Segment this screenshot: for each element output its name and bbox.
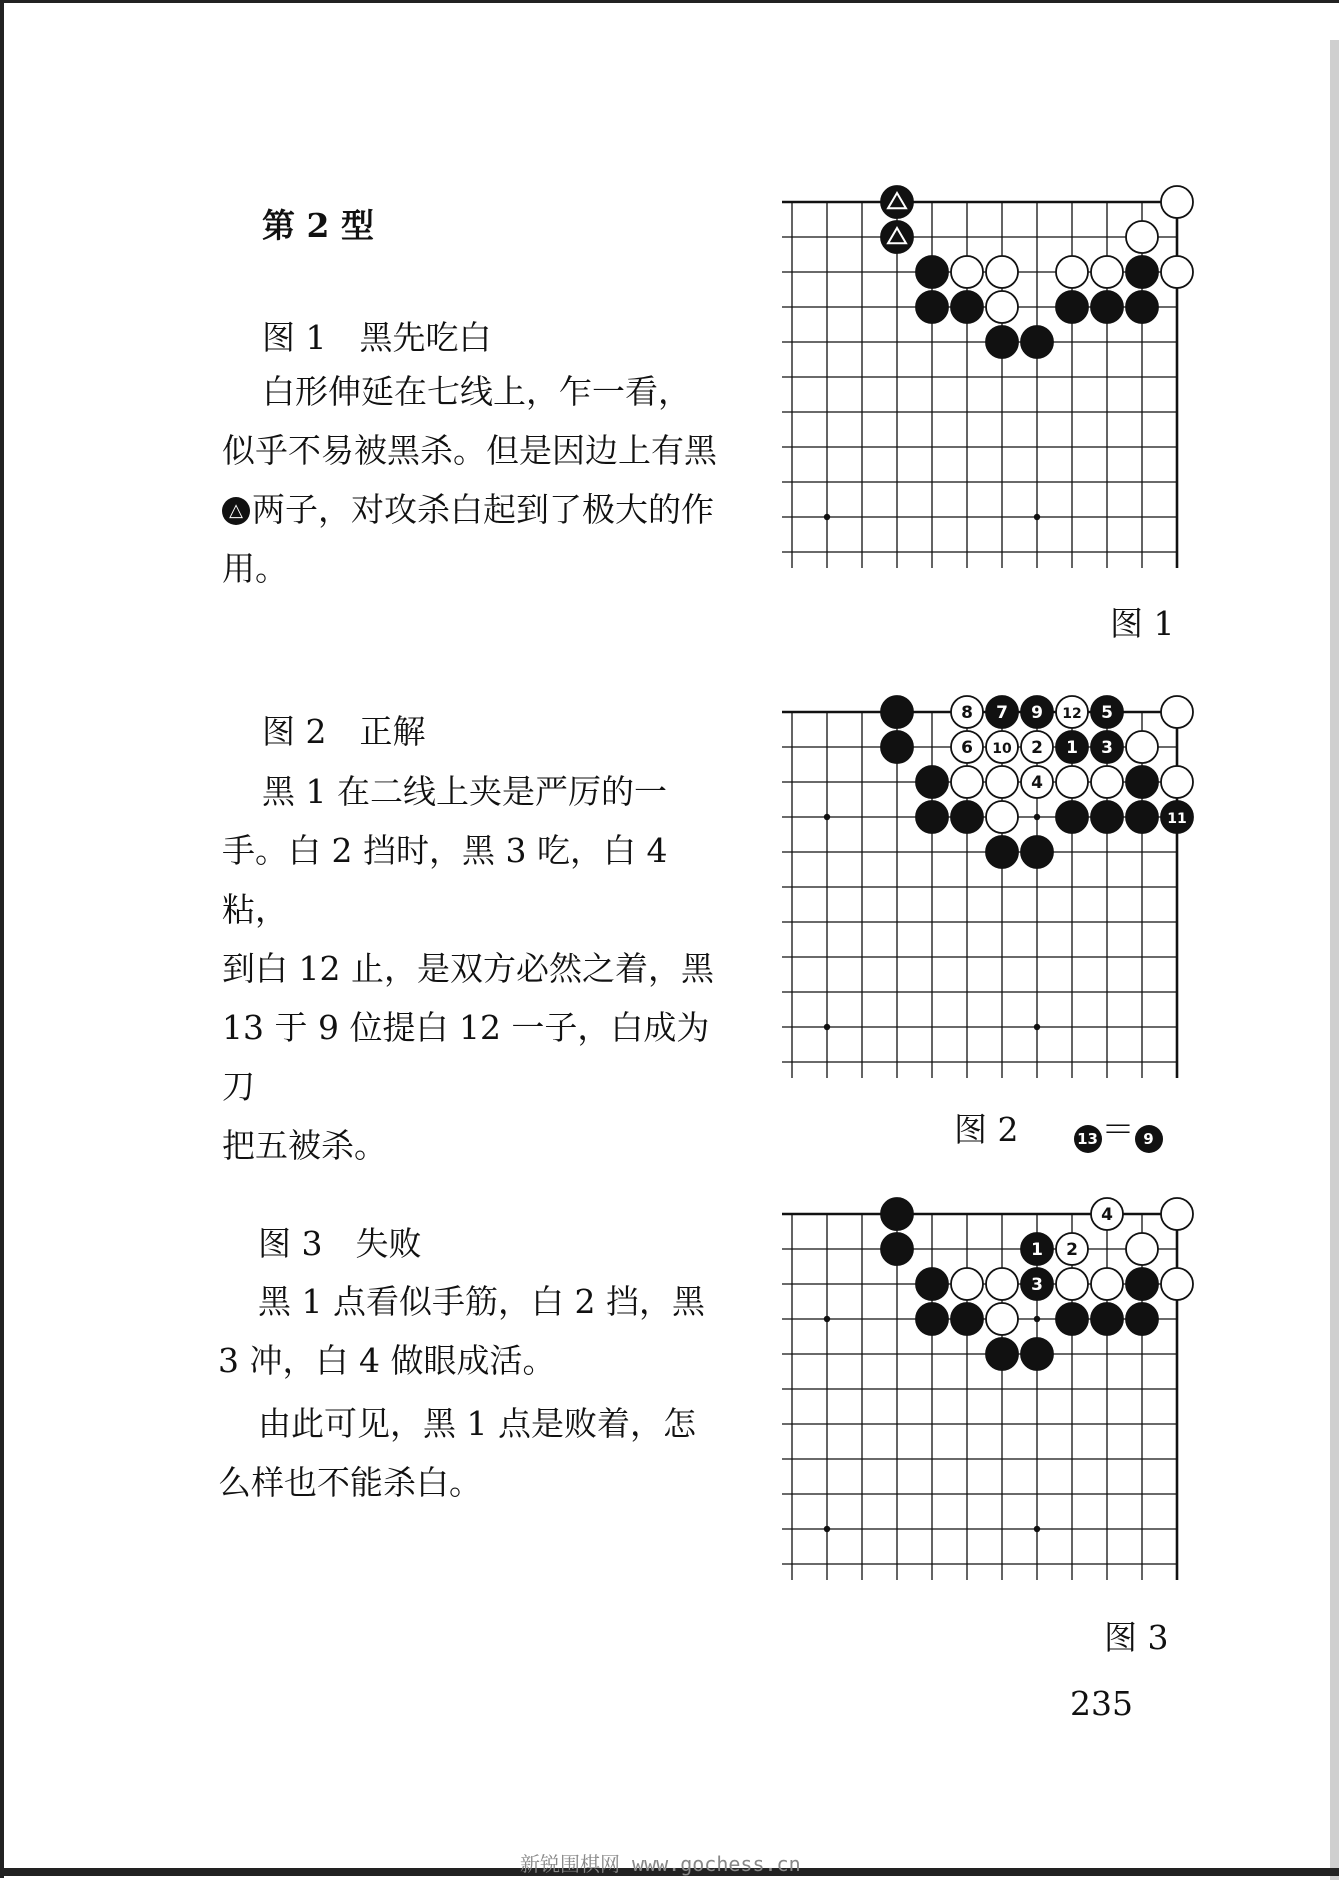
black-stone [1126, 1268, 1158, 1300]
star-point [1034, 1316, 1040, 1322]
problem-title: 第 2 型 [262, 206, 374, 245]
black-stone [951, 291, 983, 323]
stone-move-number: 1 [1066, 738, 1078, 758]
black-stone [881, 1233, 913, 1265]
stone-move-number: 6 [961, 738, 973, 758]
section-2-line-5: 把五被杀。 [222, 1126, 387, 1165]
go-board-figure-1 [782, 176, 1172, 576]
black-stone [1056, 1303, 1088, 1335]
figure-1-caption: 图 1 [1110, 604, 1175, 643]
stone-move-number: 4 [1101, 1205, 1113, 1225]
star-point [1034, 1024, 1040, 1030]
star-point [824, 514, 830, 520]
section-2-heading: 图 2 正解 [262, 712, 426, 751]
watermark: 新锐围棋网 www.gochess.cn [520, 1852, 801, 1876]
section-2-body [222, 762, 732, 1175]
section-1-body [222, 362, 732, 598]
white-stone [1126, 221, 1158, 253]
white-stone [1056, 766, 1088, 798]
stone-move-number: 9 [1031, 703, 1043, 723]
page-number: 235 [1070, 1684, 1133, 1723]
section-2-line-2: 手。白 2 挡时，黑 3 吃，白 4 粘， [222, 831, 668, 929]
section-1-line-1: 白形伸延在七线上，乍一看， [262, 372, 691, 411]
section-3-line-3: 由此可见，黑 1 点是败着，怎 [258, 1404, 696, 1443]
white-stone [986, 291, 1018, 323]
black-stone [1056, 291, 1088, 323]
black-stone [1126, 766, 1158, 798]
black-stone [1021, 326, 1053, 358]
stone-move-number: 7 [996, 703, 1008, 723]
go-board-figure-3 [782, 1188, 1172, 1588]
white-stone [1126, 1233, 1158, 1265]
stone-move-number: 12 [1062, 706, 1082, 722]
stone-move-number: 5 [1101, 703, 1113, 723]
figure-2-caption-label: 图 2 [954, 1110, 1019, 1149]
black-stone [916, 801, 948, 833]
white-stone [1091, 256, 1123, 288]
white-stone [1161, 186, 1193, 218]
white-stone [986, 801, 1018, 833]
stone-move-number: 1 [1031, 1240, 1043, 1260]
black-stone [986, 326, 1018, 358]
figure-3-caption: 图 3 [1104, 1618, 1169, 1657]
section-3-line-4: 么样也不能杀白。 [218, 1463, 482, 1502]
star-point [824, 1024, 830, 1030]
black-stone [881, 731, 913, 763]
section-1-line-3 [222, 480, 732, 539]
black-stone [881, 221, 913, 253]
page-frame-right [1330, 40, 1339, 1880]
star-point [824, 814, 830, 820]
white-stone [1161, 766, 1193, 798]
black-stone [951, 1303, 983, 1335]
white-stone [951, 766, 983, 798]
white-stone [986, 1268, 1018, 1300]
figure-2-note-stone-9: 9 [1135, 1125, 1163, 1153]
section-1-line-2: 似乎不易被黑杀。但是因边上有黑 [222, 431, 717, 470]
section-2-line-3: 到白 12 止，是双方必然之着，黑 [222, 949, 714, 988]
white-stone [1056, 1268, 1088, 1300]
section-1-line-4: 用。 [222, 549, 288, 588]
stone-move-number: 8 [961, 703, 973, 723]
black-stone [1091, 801, 1123, 833]
section-3-heading: 图 3 失败 [258, 1224, 422, 1263]
white-stone [1091, 1268, 1123, 1300]
white-stone [1091, 766, 1123, 798]
star-point [1034, 1526, 1040, 1532]
section-1-heading: 图 1 黑先吃白 [262, 318, 492, 357]
section-3-line-2: 3 冲，白 4 做眼成活。 [218, 1341, 556, 1380]
black-stone [916, 766, 948, 798]
stone-move-number: 3 [1101, 738, 1113, 758]
white-stone [1161, 1198, 1193, 1230]
white-stone [1056, 256, 1088, 288]
section-1-line-3-text: 两子，对攻杀白起到了极大的作 [252, 490, 714, 529]
white-stone [1126, 731, 1158, 763]
star-point [1034, 514, 1040, 520]
white-stone [1161, 1268, 1193, 1300]
white-stone [986, 1303, 1018, 1335]
white-stone [1161, 256, 1193, 288]
black-stone [1021, 836, 1053, 868]
black-stone [986, 1338, 1018, 1370]
black-stone [916, 1303, 948, 1335]
black-stone [1091, 1303, 1123, 1335]
stone-move-number: 2 [1066, 1240, 1078, 1260]
page-frame-left [0, 0, 4, 1878]
black-stone [1091, 291, 1123, 323]
white-stone [951, 256, 983, 288]
black-stone [881, 696, 913, 728]
black-stone [881, 186, 913, 218]
black-stone [1021, 1338, 1053, 1370]
white-stone [986, 766, 1018, 798]
black-stone [951, 801, 983, 833]
section-3-line-1: 黑 1 点看似手筋，白 2 挡，黑 [258, 1282, 705, 1321]
black-stone [881, 1198, 913, 1230]
black-stone [916, 256, 948, 288]
star-point [824, 1316, 830, 1322]
star-point [824, 1526, 830, 1532]
stone-move-number: 2 [1031, 738, 1043, 758]
white-stone [951, 1268, 983, 1300]
page-frame-top [0, 0, 1339, 3]
white-stone [986, 256, 1018, 288]
stone-move-number: 10 [992, 741, 1012, 757]
black-stone [986, 836, 1018, 868]
black-stone [1126, 801, 1158, 833]
black-triangle-stone-icon [222, 497, 250, 525]
stone-move-number: 11 [1167, 811, 1187, 827]
figure-2-caption [954, 1104, 1163, 1153]
white-stone [1161, 696, 1193, 728]
black-stone [1056, 801, 1088, 833]
stone-move-number: 3 [1031, 1275, 1043, 1295]
black-stone [1126, 1303, 1158, 1335]
section-3-body [218, 1272, 728, 1512]
go-board-figure-2 [782, 686, 1187, 1086]
section-2-line-1: 黑 1 在二线上夹是严厉的一 [262, 772, 667, 811]
star-point [1034, 814, 1040, 820]
figure-2-note-equals: ＝ [1101, 1110, 1135, 1149]
section-2-line-4: 13 于 9 位提白 12 一子，白成为刀 [222, 1008, 710, 1106]
black-stone [916, 1268, 948, 1300]
black-stone [1126, 256, 1158, 288]
black-stone [1126, 291, 1158, 323]
stone-move-number: 4 [1031, 773, 1043, 793]
figure-2-note-stone-13: 13 [1074, 1125, 1102, 1153]
black-stone [916, 291, 948, 323]
